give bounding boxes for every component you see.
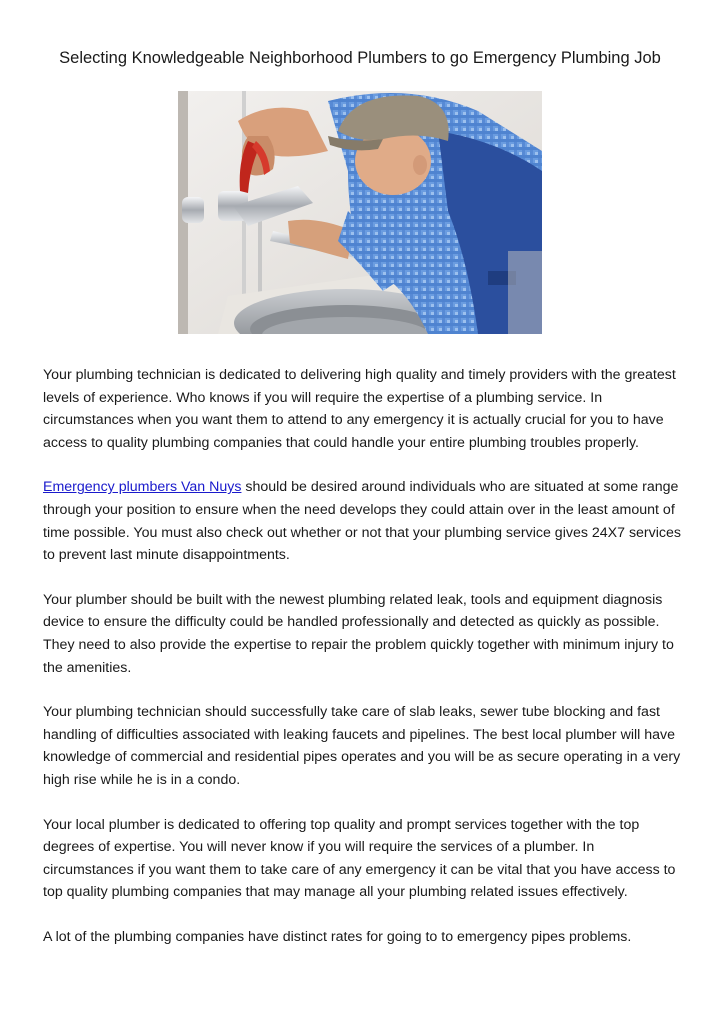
paragraph-6 xyxy=(43,926,683,949)
plumber-photo xyxy=(178,91,542,334)
paragraph-1 xyxy=(43,364,683,454)
page-title: Selecting Knowledgeable Neighborhood Plumbers to go Emergency Plumbing Job xyxy=(59,49,661,67)
paragraph-2 xyxy=(43,476,683,566)
article-body xyxy=(43,364,683,970)
paragraph-3-text: Your plumber should be built with the newest plumbing related leak, tools and equipment diagnosis device to ensure the difficulty could be handled professionally and detected as quickly as possible. They need to also provide the expertise to repair the problem quickly together with minimum injury to the amenities. xyxy=(43,591,674,676)
paragraph-6-text: A lot of the plumbing companies have distinct rates for going to to emergency pipes problems. xyxy=(43,928,632,945)
faucet-valve-left xyxy=(182,197,204,223)
paragraph-1-text: Your plumbing technician is dedicated to delivering high quality and timely providers with the greatest levels of experience. Who knows if you will require the expertise of a plumbing service. In circumstances when you want them to attend to any emergency it is actually crucial for you to have access to quality plumbing companies that could handle your entire plumbing troubles properly. xyxy=(43,367,676,451)
paragraph-5 xyxy=(43,814,683,904)
paragraph-2-text: should be desired around individuals who are situated at some range through your position to ensure when the need develops they could attain over in the least amount of time possible. You must also check out whether or not that your plumbing service gives 24X7 services to prevent last minute disappointments. xyxy=(43,479,681,564)
paragraph-3 xyxy=(43,589,683,679)
paragraph-4-text: Your plumbing technician should successfully take care of slab leaks, sewer tube blocking and fast handling of difficulties associated with leaking faucets and pipelines. The best local plumber will have knowledge of commercial and residential pipes operates and you will be as secure operating in a very high rise while he is in a condo. xyxy=(43,704,681,788)
paragraph-4 xyxy=(43,701,683,791)
paragraph-5-text: Your local plumber is dedicated to offering top quality and prompt services together with the top degrees of expertise. You will never know if you will require the services of a plumber. In circumstances if you want them to take care of any emergency it can be vital that you have access to top quality plumbing companies that may manage all your plumbing related issues effectively. xyxy=(43,816,676,901)
emergency-plumbers-link[interactable]: Emergency plumbers Van Nuys xyxy=(43,479,242,496)
